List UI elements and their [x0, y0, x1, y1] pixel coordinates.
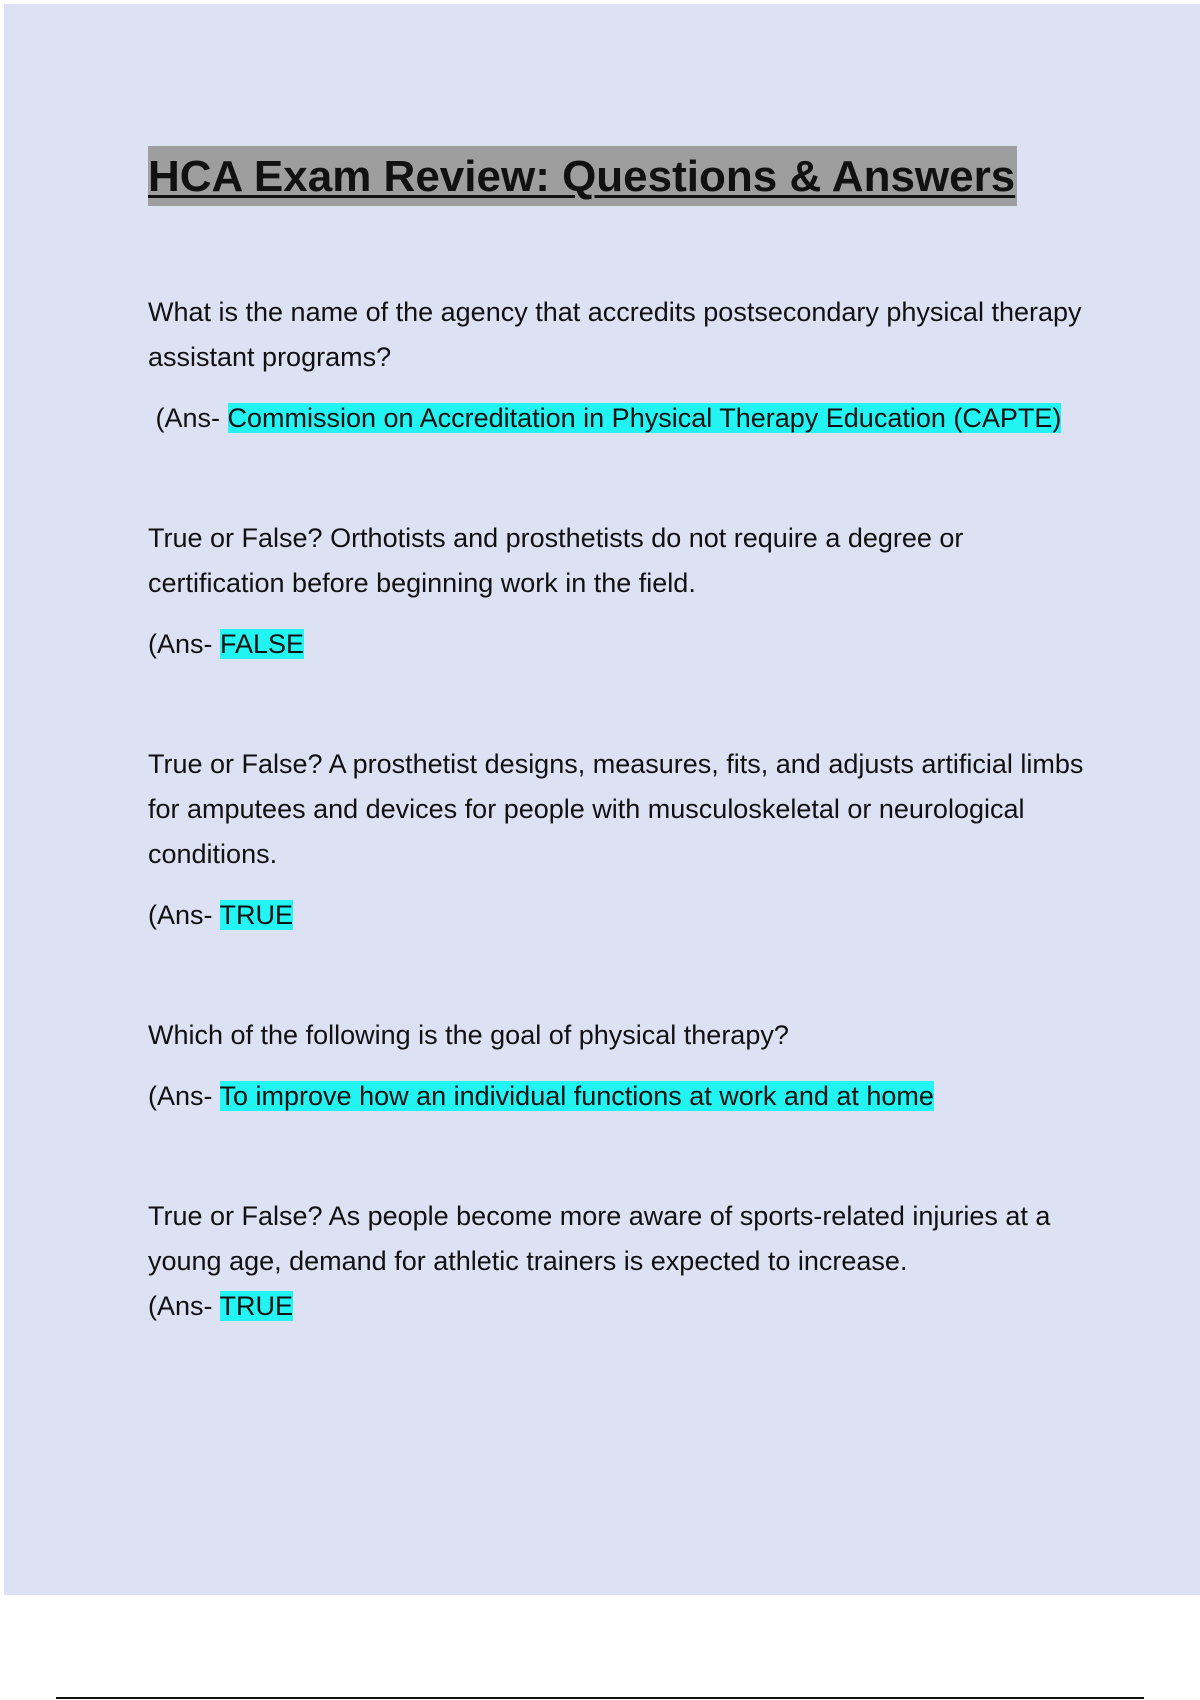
- question-text: What is the name of the agency that accredits postsecondary physical therapy assistant programs?: [148, 297, 1082, 372]
- qa-item: [148, 1194, 1098, 1329]
- answer-line: [148, 396, 1098, 441]
- qa-item: [148, 290, 1098, 441]
- answer-line: [148, 1284, 1098, 1329]
- answer-text: FALSE: [220, 629, 305, 659]
- document-content: [148, 146, 1098, 1329]
- title-highlight: [148, 146, 1017, 206]
- answer-text: TRUE: [219, 1291, 294, 1321]
- document-title: HCA Exam Review: Questions & Answers: [148, 152, 1016, 201]
- answer-line: [148, 893, 1098, 938]
- qa-item: [148, 742, 1098, 938]
- qa-item: [148, 1013, 1098, 1119]
- question-text: True or False? A prosthetist designs, measures, fits, and adjusts artificial limbs for amputees and devices for people with musculoskeletal or neurological conditions.: [148, 749, 1084, 869]
- answer-text: To improve how an individual functions at work and at home: [219, 1081, 934, 1111]
- qa-item: [148, 516, 1098, 667]
- answer-prefix: (Ans-: [148, 1291, 220, 1321]
- answer-prefix: (Ans-: [148, 1081, 220, 1111]
- question-text: True or False? As people become more aware of sports-related injuries at a young age, demand for athletic trainers is expected to increase.: [148, 1201, 1051, 1276]
- answer-prefix: (Ans-: [148, 900, 220, 930]
- answer-text: Commission on Accreditation in Physical Therapy Education (CAPTE): [227, 403, 1062, 433]
- question-text: Which of the following is the goal of physical therapy?: [148, 1020, 789, 1050]
- footer-divider: [56, 1697, 1144, 1699]
- answer-prefix: (Ans-: [148, 629, 221, 659]
- answer-prefix: (Ans-: [148, 403, 228, 433]
- answer-line: [148, 622, 1098, 667]
- answer-text: TRUE: [219, 900, 294, 930]
- answer-line: [148, 1074, 1098, 1119]
- question-text: True or False? Orthotists and prosthetists do not require a degree or certification before beginning work in the field.: [148, 523, 964, 598]
